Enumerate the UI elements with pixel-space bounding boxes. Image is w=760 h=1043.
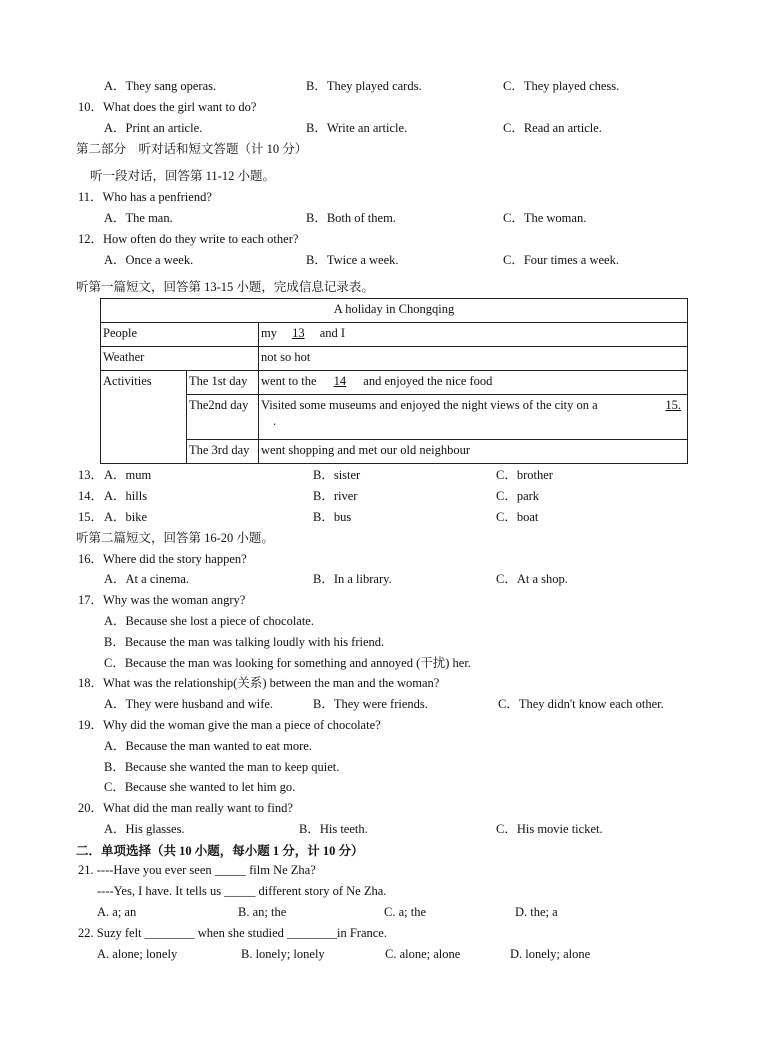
q18-option-a: A．They were husband and wife. [104, 697, 274, 711]
people-label: People [101, 323, 259, 347]
weather-value: not so hot [259, 347, 688, 371]
q14-option-b: B．river [313, 489, 358, 503]
q19-option-c: C．Because she wanted to let him go. [104, 780, 296, 794]
activities-label: Activities [101, 371, 187, 464]
q22-stem: 22. Suzy felt ________ when she studied ________in France. [78, 926, 387, 940]
q15-option-b: B．bus [313, 510, 352, 524]
day2-value [259, 395, 688, 440]
q16-option-b: B．In a library. [313, 572, 392, 586]
q15-number: 15． [78, 510, 104, 524]
blank-15: 15. [665, 398, 682, 412]
weather-label: Weather [101, 347, 259, 371]
q17-option-b: B．Because the man was talking loudly with his friend. [104, 635, 385, 649]
q21-option-b: B. an; the [238, 905, 287, 919]
q21-option-d: D. the; a [515, 905, 558, 919]
q13-option-b: B．sister [313, 468, 361, 482]
q16-stem: 16．Where did the story happen? [78, 552, 247, 566]
q10-stem: 10．What does the girl want to do? [78, 100, 257, 114]
q18-option-c: C．They didn't know each other. [498, 697, 664, 711]
q17-stem: 17．Why was the woman angry? [78, 593, 246, 607]
day1-value [259, 371, 688, 395]
day2-dot: . [273, 414, 277, 428]
day1-suffix: and enjoyed the nice food [363, 374, 493, 388]
day2-text: Visited some museums and enjoyed the night views of the city on a [261, 398, 598, 412]
people-prefix: my [261, 326, 277, 340]
q19-option-a: A．Because the man wanted to eat more. [104, 739, 312, 753]
q20-option-c: C．His movie ticket. [496, 822, 603, 836]
q21-option-c: C. a; the [384, 905, 427, 919]
q17-option-a: A．Because she lost a piece of chocolate. [104, 614, 314, 628]
q15-option-c: C．boat [496, 510, 539, 524]
q10-option-c: C．Read an article. [503, 121, 602, 135]
q22-option-d: D. lonely; alone [510, 947, 591, 961]
q13-option-c: C．brother [496, 468, 553, 482]
q14-option-a: A．hills [104, 489, 148, 503]
q22-option-b: B. lonely; lonely [241, 947, 325, 961]
q22-option-a: A. alone; lonely [97, 947, 178, 961]
blank-14: 14 [333, 374, 347, 388]
q10-option-b: B．Write an article. [306, 121, 408, 135]
day1-prefix: went to the [261, 374, 317, 388]
table-title: A holiday in Chongqing [101, 299, 688, 323]
section2-heading: 二．单项选择（共 10 小题，每小题 1 分，计 10 分） [76, 844, 364, 858]
passage2-intro: 听第二篇短文，回答第 16-20 小题。 [76, 531, 274, 545]
part2-heading: 第二部分 听对话和短文答题（计 10 分） [76, 142, 308, 156]
q13-number: 13． [78, 468, 104, 482]
q11-stem: 11．Who has a penfriend? [78, 190, 212, 204]
q19-stem: 19．Why did the woman give the man a piece of chocolate? [78, 718, 381, 732]
q19-option-b: B．Because she wanted the man to keep quiet. [104, 760, 340, 774]
q20-option-b: B．His teeth. [299, 822, 368, 836]
day3-label: The 3rd day [187, 440, 259, 464]
q11-option-b: B．Both of them. [306, 211, 396, 225]
q21-line1: 21. ----Have you ever seen _____ film Ne Zha? [78, 863, 316, 877]
q9-option-b: B．They played cards. [306, 79, 422, 93]
q20-stem: 20．What did the man really want to find? [78, 801, 293, 815]
q12-option-c: C．Four times a week. [503, 253, 619, 267]
q16-option-a: A．At a cinema. [104, 572, 190, 586]
q17-option-c: C．Because the man was looking for something and annoyed (干扰) her. [104, 656, 471, 670]
q10-option-a: A．Print an article. [104, 121, 203, 135]
people-suffix: and I [319, 326, 346, 340]
q21-line2: ----Yes, I have. It tells us _____ different story of Ne Zha. [97, 884, 387, 898]
day1-label: The 1st day [187, 371, 259, 395]
passage1-intro: 听第一篇短文，回答第 13-15 小题，完成信息记录表。 [76, 280, 374, 294]
q12-stem: 12．How often do they write to each other? [78, 232, 299, 246]
q9-option-c: C．They played chess. [503, 79, 620, 93]
q18-stem: 18．What was the relationship(关系) between the man and the woman? [78, 676, 440, 690]
q16-option-c: C．At a shop. [496, 572, 568, 586]
q22-option-c: C. alone; alone [385, 947, 461, 961]
q14-number: 14． [78, 489, 104, 503]
people-value [259, 323, 688, 347]
q12-option-a: A．Once a week. [104, 253, 194, 267]
q9-option-a: A．They sang operas. [104, 79, 217, 93]
q12-option-b: B．Twice a week. [306, 253, 399, 267]
q11-option-c: C．The woman. [503, 211, 587, 225]
holiday-info-table [100, 298, 688, 464]
q14-option-c: C．park [496, 489, 540, 503]
dialogue-intro: 听一段对话，回答第 11-12 小题。 [90, 169, 275, 183]
q15-option-a: A．bike [104, 510, 148, 524]
day2-label: The2nd day [187, 395, 259, 440]
q21-option-a: A. a; an [97, 905, 137, 919]
q18-option-b: B．They were friends. [313, 697, 428, 711]
day3-value: went shopping and met our old neighbour [259, 440, 688, 464]
blank-13: 13 [292, 326, 305, 340]
q11-option-a: A．The man. [104, 211, 173, 225]
q20-option-a: A．His glasses. [104, 822, 185, 836]
q13-option-a: A．mum [104, 468, 152, 482]
